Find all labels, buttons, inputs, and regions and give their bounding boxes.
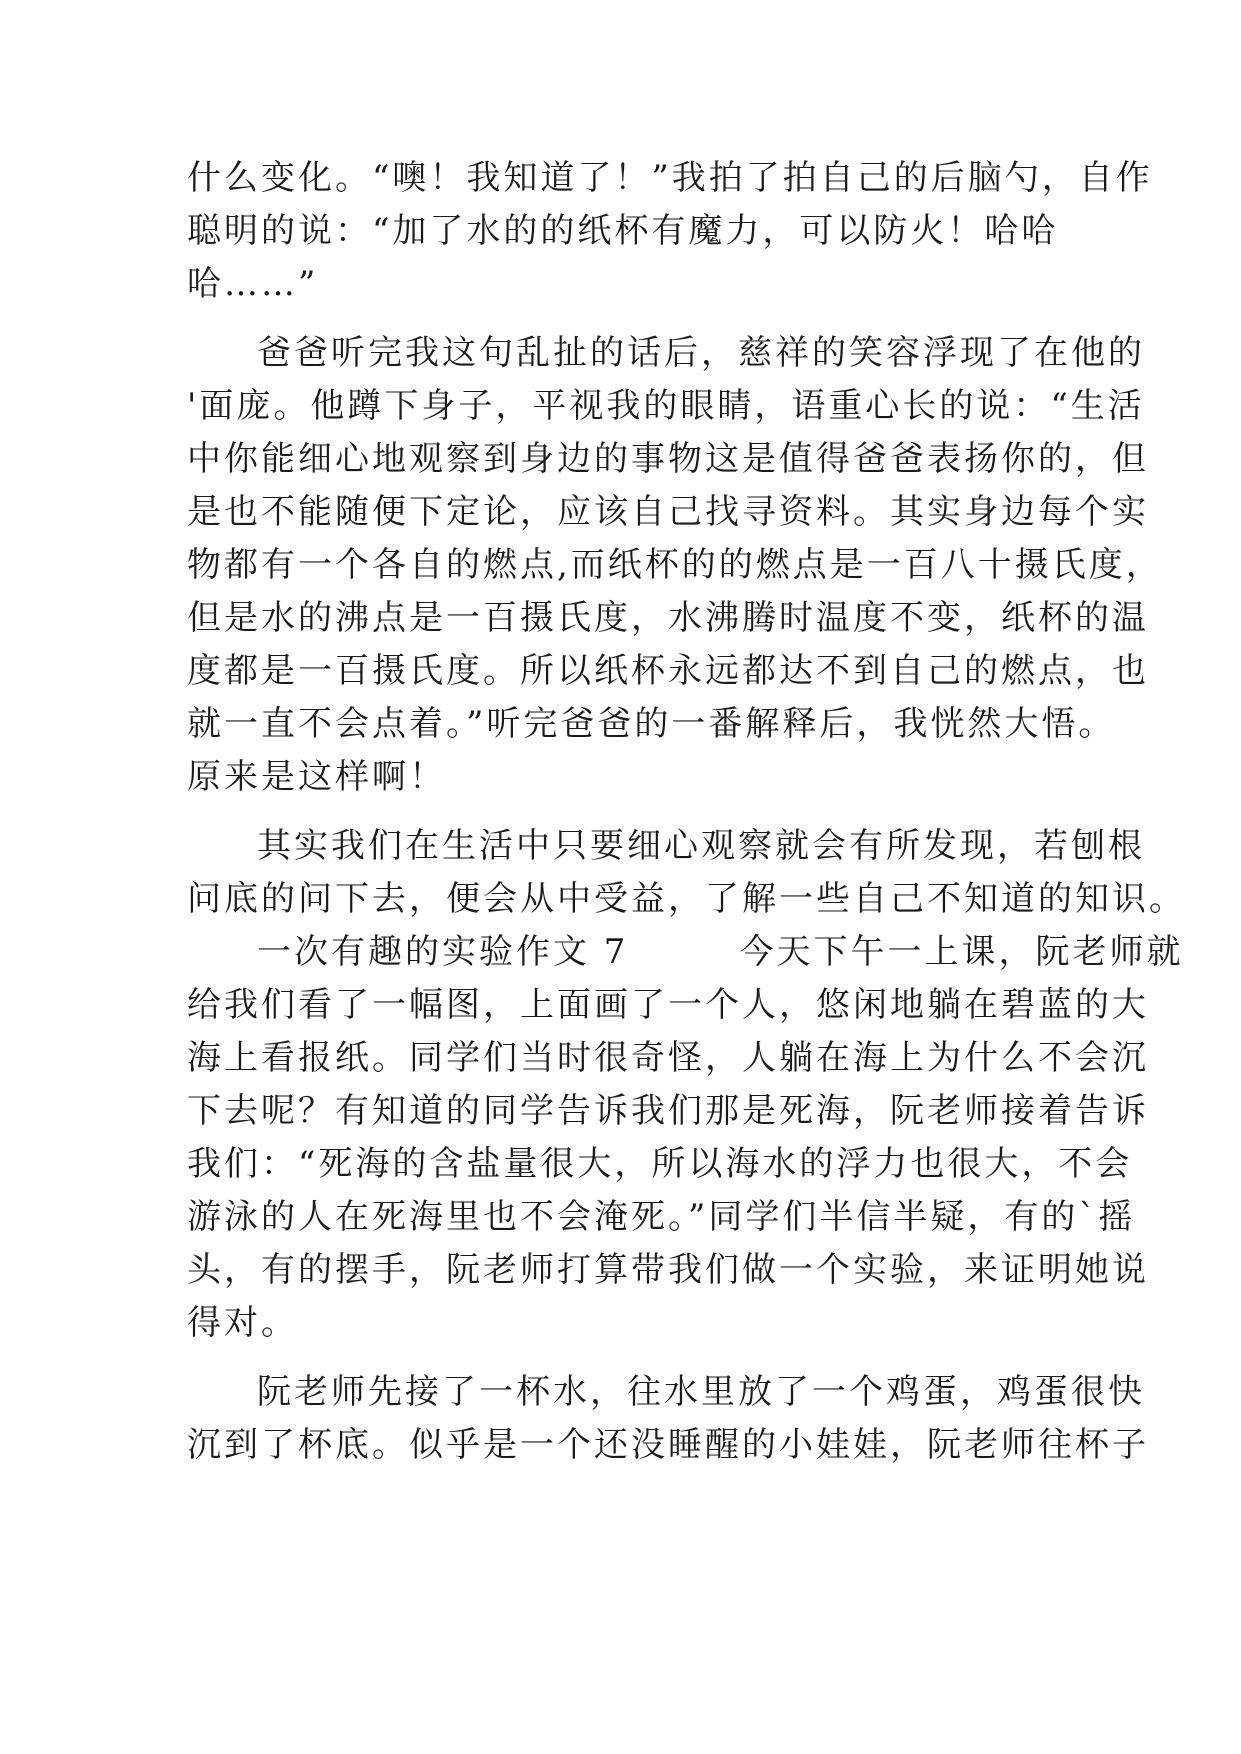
text-line: '面庞。他蹲下身子，平视我的眼睛，语重心长的说：“生活 xyxy=(187,386,1145,426)
text-line: 其实我们在生活中只要细心观察就会有所发现，若刨根 xyxy=(257,826,1145,866)
text-line: 聪明的说：“加了水的的纸杯有魔力，可以防火！哈哈 xyxy=(187,211,1059,251)
essay-body xyxy=(187,152,1186,1472)
text-line: 度都是一百摄氏度。所以纸杯永远都达不到自己的燃点，也 xyxy=(187,651,1149,691)
paragraph-spacing xyxy=(187,804,1057,820)
text-line: 什么变化。“噢！我知道了！”我拍了拍自己的后脑勺，自作 xyxy=(187,158,1153,198)
text-line: 哈……” xyxy=(187,264,319,304)
paragraph xyxy=(187,1366,1149,1472)
text-line: 阮老师先接了一杯水，往水里放了一个鸡蛋，鸡蛋很快 xyxy=(257,1372,1145,1412)
text-line: 头，有的摆手，阮老师打算带我们做一个实验，来证明她说 xyxy=(187,1250,1149,1290)
text-line: 游泳的人在死海里也不会淹死。”同学们半信半疑，有的`摇 xyxy=(187,1197,1136,1237)
text-line: 得对。 xyxy=(187,1303,298,1343)
paragraph-spacing xyxy=(187,1350,1057,1366)
text-line: 给我们看了一幅图，上面画了一个人，悠闲地躺在碧蓝的大 xyxy=(187,985,1149,1025)
paragraph xyxy=(187,327,1163,804)
text-line: 原来是这样啊！ xyxy=(187,757,446,797)
text-line: 下去呢？有知道的同学告诉我们那是死海，阮老师接着告诉 xyxy=(187,1091,1149,1131)
text-line: 爸爸听完我这句乱扯的话后，慈祥的笑容浮现了在他的 xyxy=(257,333,1145,373)
text-line: 是也不能随便下定论，应该自己找寻资料。其实身边每个实 xyxy=(187,492,1149,532)
paragraph xyxy=(187,820,1186,926)
text-line: 物都有一个各自的燃点,而纸杯的的燃点是一百八十摄氏度， xyxy=(187,545,1163,585)
paragraph-spacing xyxy=(187,311,1057,327)
paragraph xyxy=(187,152,1153,311)
text-line: 问底的问下去，便会从中受益，了解一些自己不知道的知识。 xyxy=(187,879,1186,919)
text-line: 我们：“死海的含盐量很大，所以海水的浮力也很大，不会 xyxy=(187,1144,1133,1184)
text-line: 海上看报纸。同学们当时很奇怪，人躺在海上为什么不会沉 xyxy=(187,1038,1149,1078)
text-line: 中你能细心地观察到身边的事物这是值得爸爸表扬你的，但 xyxy=(187,439,1149,479)
paragraph xyxy=(187,926,1184,1350)
text-line: 但是水的沸点是一百摄氏度，水沸腾时温度不变，纸杯的温 xyxy=(187,598,1149,638)
text-line: 一次有趣的实验作文 7 今天下午一上课，阮老师就 xyxy=(257,932,1184,972)
text-line: 沉到了杯底。似乎是一个还没睡醒的小娃娃，阮老师往杯子 xyxy=(187,1425,1149,1465)
text-line: 就一直不会点着。”听完爸爸的一番解释后，我恍然大悟。 xyxy=(187,704,1116,744)
